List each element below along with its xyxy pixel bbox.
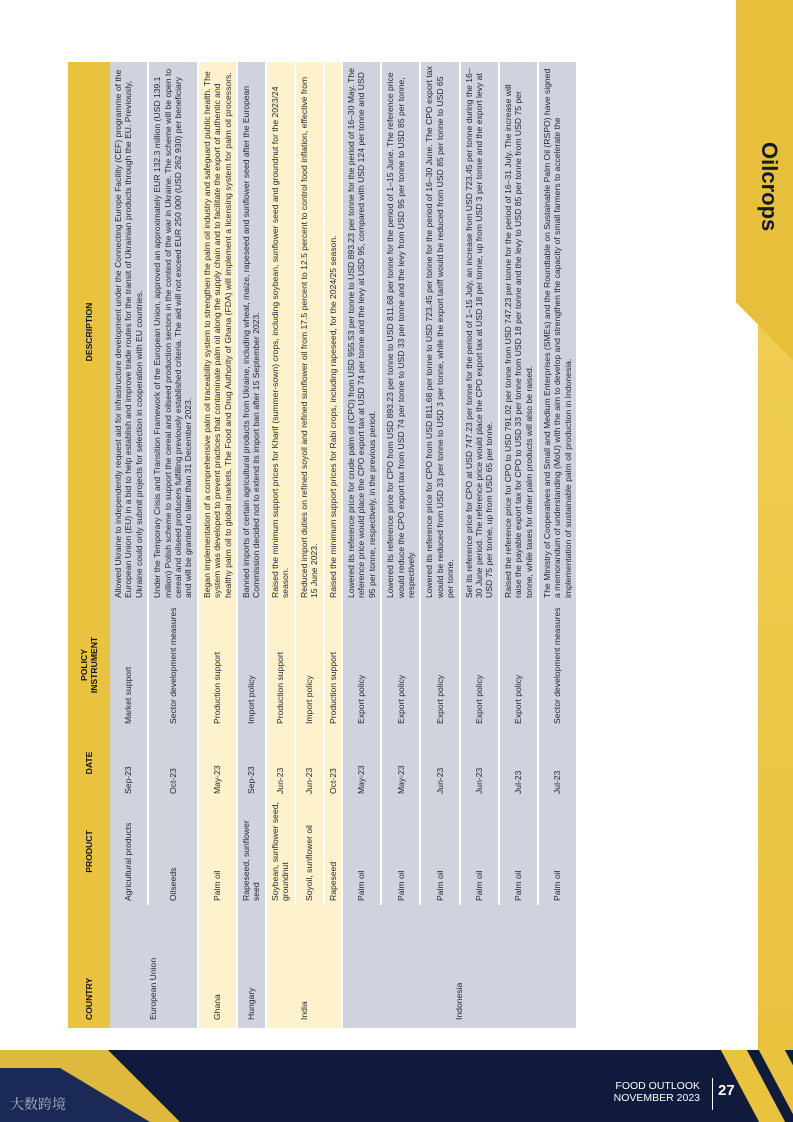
date-cell: Jun-23 — [460, 728, 499, 798]
date-cell: Jul-23 — [499, 728, 538, 798]
date-cell: Jul-23 — [538, 728, 577, 798]
table-row — [538, 62, 577, 1028]
policy-cell: Market support — [110, 602, 148, 728]
header-policy-instrument: POLICY INSTRUMENT — [68, 602, 110, 728]
country-cell: Hungary — [237, 905, 266, 1028]
table-row — [148, 62, 198, 1028]
table-row — [381, 62, 420, 1028]
description-cell: Lowered its reference price for CPO from USD 811.68 per tonne to USD 723.45 per tonne for the period of 16–30 June. The CPO export tax would be reduced from USD 33 per tonne to USD 3 per tonne, while the export tariff would be reduced from USD 85 per tonne to USD 65 per tonne. — [420, 62, 459, 602]
header-description: DESCRIPTION — [68, 62, 110, 602]
product-cell: Soyoil, sunflower oil — [295, 798, 324, 905]
product-cell: Rapeseed, sunflower seed — [237, 798, 266, 905]
country-cell: European Union — [110, 905, 198, 1028]
policy-cell: Export policy — [499, 602, 538, 728]
description-cell: Under the Temporary Crisis and Transition Framework of the European Union, approved an approximately EUR 132.3 million (USD 139.1 million) Polish scheme to support the cereal and oilseed production sectors in the context of the war in Ukraine. The scheme will be open to cereal and oilseed producers fulfilling previously established criteria. The aid will not exceed EUR 250 000 (USD 262 930) per beneficiary and will be granted no later than 31 December 2023. — [148, 62, 198, 602]
description-cell: Raised the minimum support prices for Kharif (summer-sown) crops, including soybean, sunflower seed and groundnut for the 2023/24 season. — [266, 62, 295, 602]
policy-cell: Sector development measures — [538, 602, 577, 728]
footer-title: FOOD OUTLOOK — [615, 1080, 700, 1092]
country-cell: Ghana — [198, 905, 237, 1028]
table-row — [198, 62, 237, 1028]
policy-cell: Export policy — [381, 602, 420, 728]
country-cell: Indonesia — [342, 905, 577, 1028]
product-cell: Rapeseed — [324, 798, 342, 905]
description-cell: Lowered its reference price for CPO from USD 893.23 per tonne to USD 811.68 per tonne for the period of 1–15 June. The reference price would reduce the CPO export tax from USD 74 per tonne to USD 33 per tonne and the levy from USD 95 per tonne to USD 85 per tonne, respectively. — [381, 62, 420, 602]
description-cell: Set its reference price for CPO at USD 747.23 per tonne for the period of 1–15 July, an increase from USD 723.45 per tonne during the 16–30 June period. The reference price would place the CPO export tax at USD 18 per tonne, up from USD 3 per tonne and the export levy at USD 75 per tonne, up from USD 65 per tonne. — [460, 62, 499, 602]
date-cell: Sep-23 — [237, 728, 266, 798]
table-row — [420, 62, 459, 1028]
description-cell: Reduced import duties on refined soyoil and refined sunflower oil from 17.5 percent to 12.5 percent to control food inflation, effective from 15 June 2023. — [295, 62, 324, 602]
footer-date: NOVEMBER 2023 — [613, 1092, 700, 1104]
policy-cell: Import policy — [295, 602, 324, 728]
product-cell: Palm oil — [460, 798, 499, 905]
date-cell: Sep-23 — [110, 728, 148, 798]
date-cell: Oct-23 — [324, 728, 342, 798]
date-cell: May-23 — [381, 728, 420, 798]
table-row — [266, 62, 295, 1028]
footer-separator — [712, 1078, 713, 1110]
product-cell: Palm oil — [538, 798, 577, 905]
table-header-row — [68, 62, 110, 1028]
page-number: 27 — [718, 1082, 735, 1099]
watermark: 大数跨境 — [10, 1096, 66, 1112]
product-cell: Oilseeds — [148, 798, 198, 905]
policy-cell: Export policy — [420, 602, 459, 728]
date-cell: Jun-23 — [266, 728, 295, 798]
description-cell: Began implementation of a comprehensive palm oil traceability system to strengthen the palm oil industry and safeguard public health. The system was developed to prevent practices that contaminate palm oil along the supply chain and to facilitate the export of authentic and healthy palm oil to global markets. The Food and Drug Authority of Ghana (FDA) will implement a licensing system for palm oil processors. — [198, 62, 237, 602]
date-cell: Jun-23 — [295, 728, 324, 798]
header-country: COUNTRY — [68, 905, 110, 1028]
product-cell: Agricultural products — [110, 798, 148, 905]
policy-cell: Import policy — [237, 602, 266, 728]
footer-publication — [560, 1080, 700, 1104]
product-cell: Palm oil — [420, 798, 459, 905]
policy-cell: Production support — [324, 602, 342, 728]
table-row — [237, 62, 266, 1028]
policy-cell: Production support — [198, 602, 237, 728]
description-cell: Banned imports of certain agricultural products from Ukraine, including wheat, maize, rapeseed and sunflower seed after the European Commission decided not to extend its import ban after 15 September 2023. — [237, 62, 266, 602]
description-cell: Allowed Ukraine to independently request aid for infrastructure development under the Connecting Europe Facility (CEF) programme of the European Union (EU) in a bid to help establish and improve trade routes for the transit of Ukrainian products through the EU. Previously, Ukraine could only submit projects for selection in cooperation with EU countries. — [110, 62, 148, 602]
policy-table — [68, 62, 578, 1028]
table-row — [499, 62, 538, 1028]
product-cell: Palm oil — [381, 798, 420, 905]
policy-cell: Export policy — [460, 602, 499, 728]
table-row — [110, 62, 148, 1028]
product-cell: Palm oil — [342, 798, 381, 905]
policy-cell: Export policy — [342, 602, 381, 728]
policy-cell: Production support — [266, 602, 295, 728]
description-cell: Raised the minimum support prices for Rabi crops, including rapeseed, for the 2024/25 season. — [324, 62, 342, 602]
description-cell: The Ministry of Cooperatives and Small and Medium Enterprises (SMEs) and the Roundtable on Sustainable Palm Oil (RSPO) have signed a memorandum of understanding (MoU) with the aim to develop and strengthen the capacity of small farmers to accelerate the implementation of sustainable palm oil production in Indonesia. — [538, 62, 577, 602]
table-row — [295, 62, 324, 1028]
description-cell: Lowered its reference price for crude palm oil (CPO) from USD 955.53 per tonne to USD 893.23 per tonne for the period of 16–30 May. The reference price would place the CPO export tax at USD 74 per tonne and the levy at USD 95, compared with USD 124 per tonne and USD 95 per tonne, respectively, in the previous period. — [342, 62, 381, 602]
header-date: DATE — [68, 728, 110, 798]
table-row — [324, 62, 342, 1028]
date-cell: May-23 — [342, 728, 381, 798]
product-cell: Palm oil — [198, 798, 237, 905]
table-row — [460, 62, 499, 1028]
policy-table-container — [68, 62, 728, 1028]
date-cell: May-23 — [198, 728, 237, 798]
description-cell: Raised the reference price for CPO to USD 791.02 per tonne from USD 747.23 per tonne for the period of 16–31 July. The increase will raise the payable export tax for CPO to USD 33 per tonne from USD 18 per tonne and the levy to USD 85 per tonne from USD 75 per tonne, while taxes for other palm products will also be raised. — [499, 62, 538, 602]
country-cell: India — [266, 905, 342, 1028]
product-cell: Palm oil — [499, 798, 538, 905]
table-row — [342, 62, 381, 1028]
policy-cell: Sector development measures — [148, 602, 198, 728]
date-cell: Oct-23 — [148, 728, 198, 798]
header-product: PRODUCT — [68, 798, 110, 905]
product-cell: Soybean, sunflower seed, groundnut — [266, 798, 295, 905]
date-cell: Jun-23 — [420, 728, 459, 798]
section-title: Oilcrops — [757, 142, 782, 232]
